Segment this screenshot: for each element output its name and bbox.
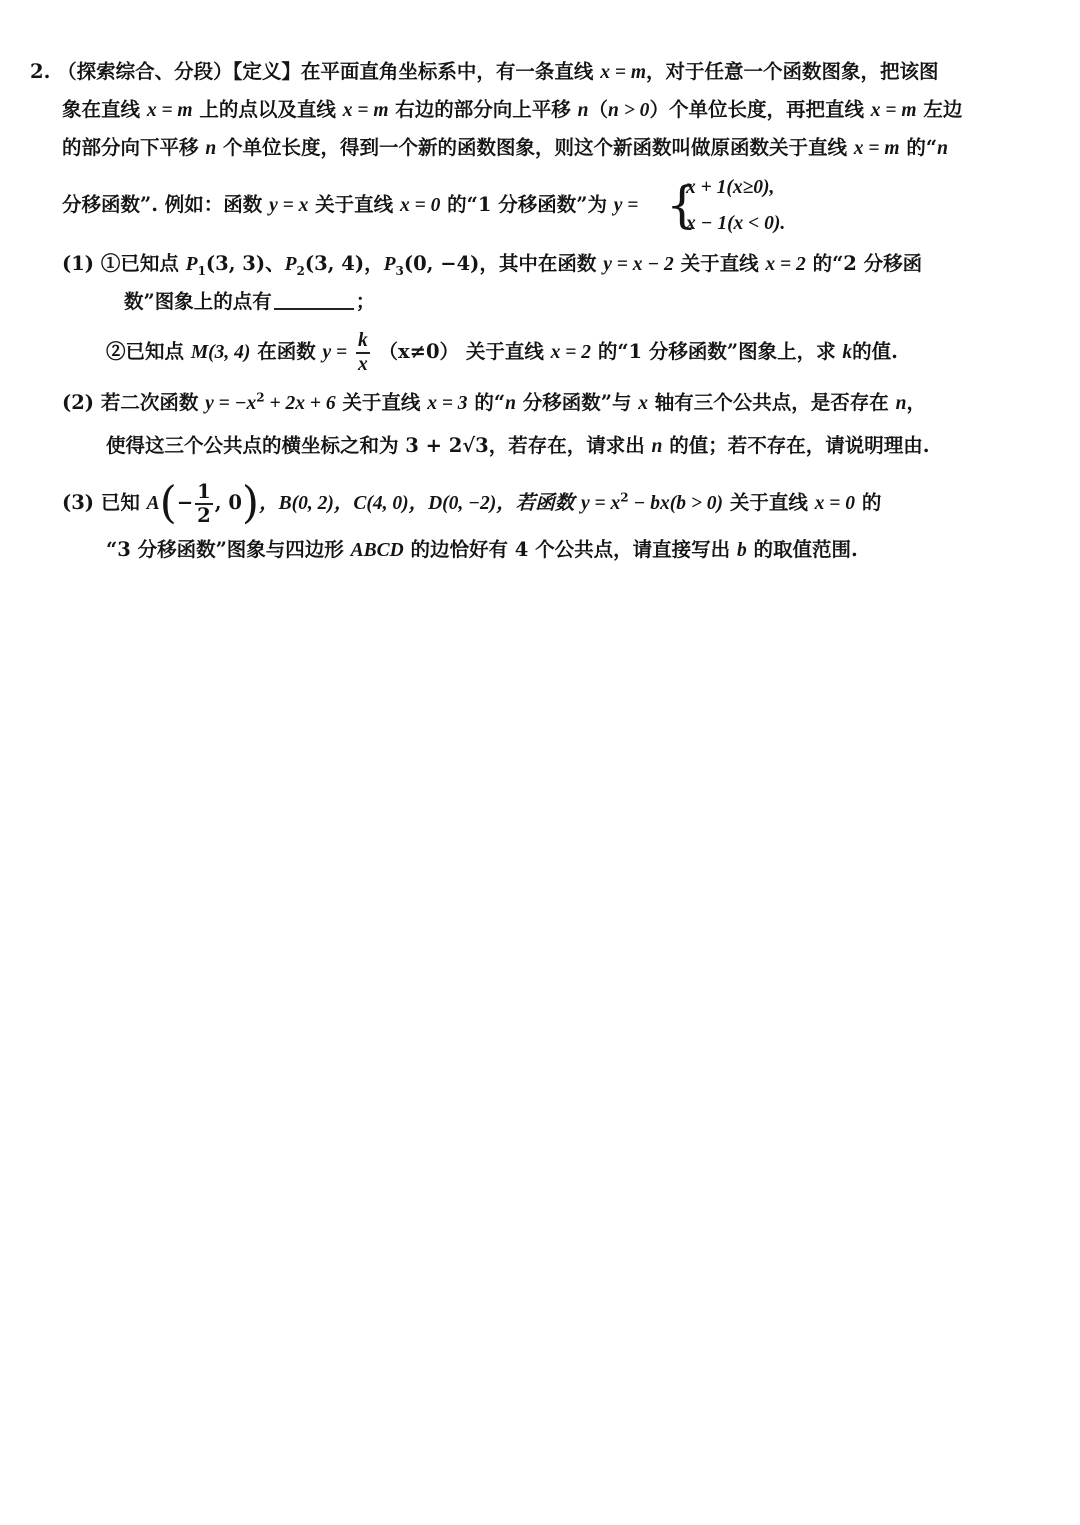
problem-line-2: 象在直线 x = m 上的点以及直线 x = m 右边的部分向上平移 n（n > 0）个单位长度，再把直线 x = m 左边 [62,98,963,121]
problem-line-4: 分移函数”. 例如：函数 y = x 关于直线 x = 0 的“1 分移函数”为 y = [62,193,639,216]
part1-line-3: ②已知点 M(3, 4) 在函数 y = $\frac{k}{x}$ （x≠0） 关于直线 x = 2 的“1 分移函数”图象上，求 k的值. [106,329,898,375]
fraction-one-half: $\frac{1}{2}$ [197,479,211,527]
problem-tag: （探索综合、分段）【定义】 [57,60,301,83]
part1-label: (1) [62,252,95,275]
part3-line-2: “3 分移函数”图象与四边形 ABCD 的边恰好有 4 个公共点，请直接写出 b 的取值范围. [106,538,858,561]
part2-label: (2) [62,391,95,414]
part2-line-2: 使得这三个公共点的横坐标之和为 3 + 2√3，若存在，请求出 n 的值；若不存在，请说明理由. [106,434,930,457]
sqrt-three: √3 [462,434,489,457]
piecewise-brace: { [666,176,698,234]
problem-line-1: 2. （探索综合、分段）【定义】在平面直角坐标系中，有一条直线 x = m，对于任意一个函数图象，把该图 [30,60,939,83]
part3-line-1: (3) 已知 A(− $\frac{1}{2}$ , 0)，B(0, 2)，C(4, 0)，D(0, −2)，若函数 $y = x^2 - bx(b > 0)$ 关于直线 x = 0 的 [62,477,882,529]
part3-label: (3) [62,491,95,514]
problem-number: 2. [30,60,51,83]
part2-line-1: (2) 若二次函数 $y = -x^2 + 2x + 6$ 关于直线 x = 3 的“n 分移函数”与 x 轴有三个公共点，是否存在 n， [62,390,926,414]
part1-line-2: 数”图象上的点有 ； [124,290,376,313]
piecewise-case-2: x − 1(x < 0). [686,213,786,234]
part1-line-1: (1) ①已知点 $P_1(3$, 3)、$P_2(3$, 4)，$P_3(0$, −4)，其中在函数 y = x − 2 关于直线 x = 2 的“2 分移函 [62,252,923,278]
problem-line-3: 的部分向下平移 n 个单位长度，得到一个新的函数图象，则这个新函数叫做原函数关于直线 x = m 的“n [62,136,948,159]
piecewise-case-1: x + 1(x≥0), [686,177,775,198]
answer-blank[interactable] [274,290,354,310]
fraction-k-over-x: $\frac{k}{x}$ [357,329,368,375]
